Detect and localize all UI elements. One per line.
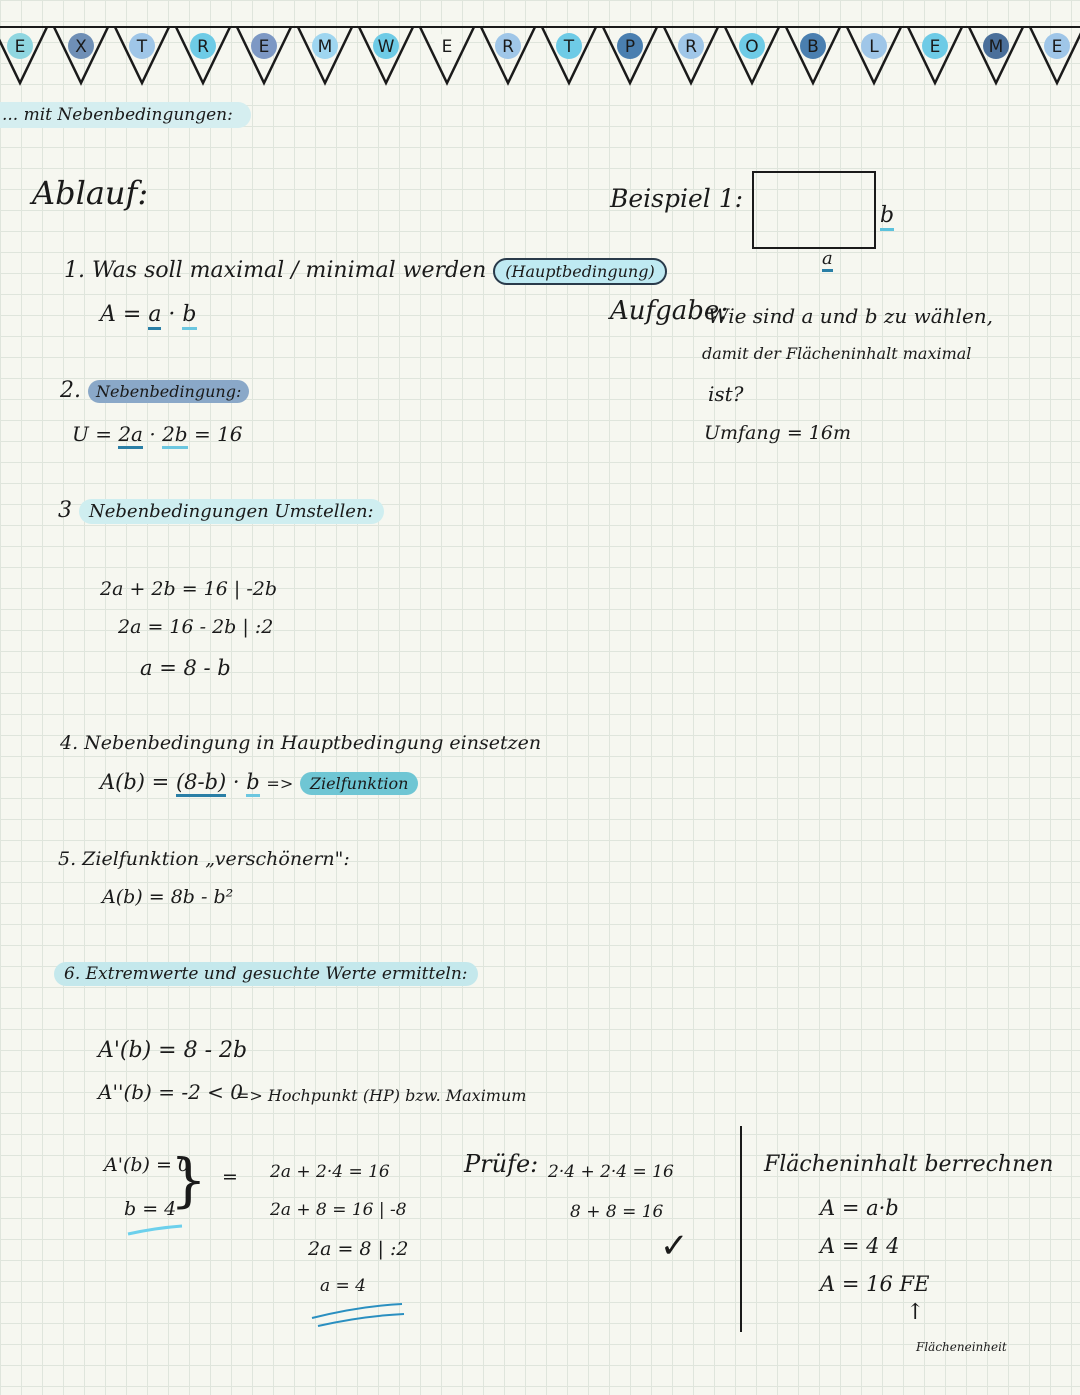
var-a: a [148,302,161,330]
task-line-3: ist? [708,382,744,406]
solve-line-1: 2a + 2·4 = 16 [270,1162,390,1182]
zielfunktion-tag: Zielfunktion [300,772,419,795]
hauptbedingung-tag: (Hauptbedingung) [493,258,666,285]
umstellen-tag: Nebenbedingungen Umstellen: [79,499,384,524]
area-line-2: A = 4 4 [820,1234,900,1258]
pennant-letter: W [377,37,395,57]
dot: · [142,422,163,446]
var-b: b [246,770,259,797]
step-2-num: 2. [60,378,81,403]
pennant-letter: R [197,37,209,57]
pennant-letter: T [563,37,575,57]
pennant-letter: R [685,37,697,57]
second-derivative: A''(b) = -2 < 0 [98,1080,243,1104]
arrow: => [266,774,294,793]
pennant-letter: T [136,37,148,57]
equals-sign: = [222,1166,238,1188]
solve-line-4: a = 4 [320,1276,367,1296]
formula-prefix: A(b) = [100,770,176,794]
solve-line-2: 2a + 8 = 16 | -8 [270,1200,407,1220]
step-6-tag: 6. Extremwerte und gesuchte Werte ermitteln: [54,962,478,986]
var-b: b [182,302,196,330]
task-label: Aufgabe: [610,296,729,326]
step-4: 4. Nebenbedingung in Hauptbedingung einsetzen [60,732,542,754]
pennant-letter: E [258,37,270,57]
pennant-letter: P [624,37,636,57]
check-line-2: 8 + 8 = 16 [570,1202,664,1222]
step-3-line-1: 2a + 2b = 16 | -2b [100,578,277,600]
step-1-text: 1. Was soll maximal / minimal werden [64,258,487,283]
example-title: Beispiel 1: [610,184,744,213]
section-heading: Ablauf: [32,174,149,212]
task-line-1: Wie sind a und b zu wählen, [708,304,994,328]
a-underline-2 [318,1314,404,1326]
conclusion: => Hochpunkt (HP) bzw. Maximum [236,1086,527,1105]
term-2a: 2a [118,422,143,449]
pennant-letter: E [929,37,941,57]
pennant-letter: B [807,37,819,57]
pennant-letter: R [502,37,514,57]
subtitle: ... mit Nebenbedingungen: [0,102,251,128]
check-label: Prüfe: [464,1150,539,1178]
step-5-formula: A(b) = 8b - b² [102,886,234,908]
formula-prefix: U = [72,422,119,446]
term-8-minus-b: (8-b) [176,770,226,797]
pennant-letter: X [75,37,87,57]
first-derivative: A'(b) = 8 - 2b [98,1038,248,1063]
pennant-letter: M [317,37,333,57]
pennant-letter: O [745,37,759,57]
area-line-1: A = a·b [820,1196,899,1220]
term-2b: 2b [162,422,188,449]
area-title: Flächeninhalt berrechnen [764,1152,1054,1177]
nebenbedingung-tag: Nebenbedingung: [88,380,249,403]
solve-line-3: 2a = 8 | :2 [308,1238,409,1260]
condition-2: b = 4 [124,1198,177,1220]
step-3-num: 3 [58,498,72,523]
label-a: a [822,248,833,272]
dot: · [226,770,247,794]
perimeter: Umfang = 16m [704,422,851,444]
check-tick: ✓ [660,1226,689,1266]
label-b: b [880,203,894,231]
pennant-letter: E [441,37,453,57]
check-line-1: 2·4 + 2·4 = 16 [548,1162,674,1182]
area-arrow: ↑ [906,1300,925,1325]
formula-prefix: A = [100,302,149,327]
step-3-line-2: 2a = 16 - 2b | :2 [118,616,274,638]
formula-suffix: = 16 [187,422,243,446]
pennant-letter: M [988,37,1004,57]
b-underline [128,1226,182,1234]
area-line-3: A = 16 FE [820,1272,930,1296]
pennant-letter: L [869,37,879,57]
area-note: Flächeneinheit [916,1340,1007,1354]
pennant-letter: E [1051,37,1063,57]
brace: } [170,1146,207,1214]
condition-1: A'(b) = 0 [104,1154,191,1176]
step-3-line-3: a = 8 - b [140,656,231,680]
step-5: 5. Zielfunktion „verschönern": [58,848,350,870]
dot: · [161,302,183,327]
pennant-letter: E [14,37,26,57]
task-line-2: damit der Flächeninhalt maximal [702,344,972,363]
